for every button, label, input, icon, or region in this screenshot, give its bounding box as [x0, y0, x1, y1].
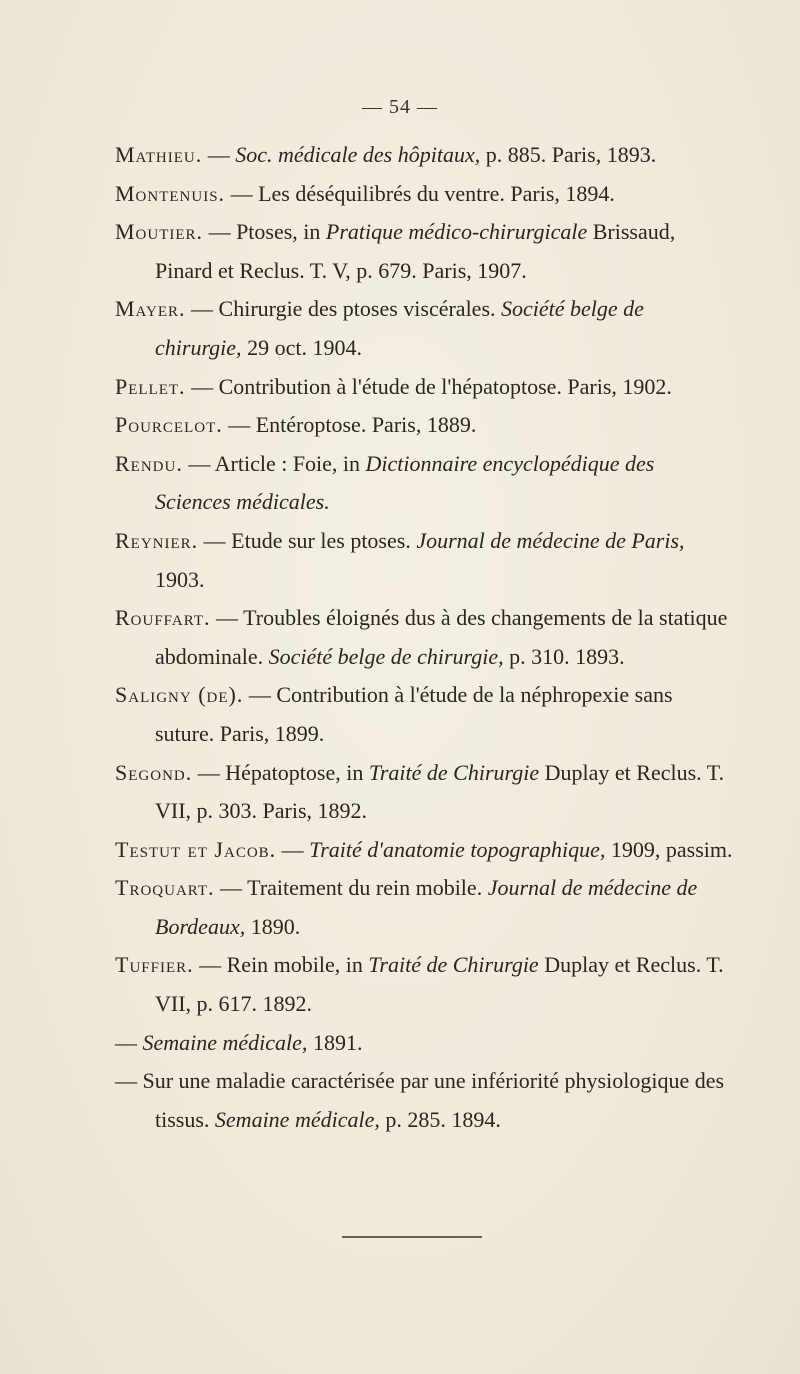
entry-title: Journal de médecine de Paris, [416, 527, 685, 553]
bibliography-entry [115, 676, 735, 753]
entry-text: — Hépatoptose, in [192, 759, 369, 785]
entry-text: 1890. [245, 913, 301, 939]
bottom-rule [342, 1236, 482, 1238]
entry-text: 1903. [155, 566, 205, 592]
bibliography-entry [115, 599, 735, 676]
entry-text: — [202, 142, 236, 167]
bibliography-entry [115, 1024, 735, 1063]
bibliography-entry [115, 213, 735, 290]
bibliography-entry [115, 1062, 735, 1139]
entry-title: Traité de Chirurgie [368, 952, 539, 978]
entry-author: Mathieu. [115, 142, 203, 167]
entry-text: — Troubles éloignés dus à des changements de la statique abdominale. [155, 605, 728, 669]
entry-author: Saligny (de). [115, 682, 244, 708]
entry-text: — Etude sur les ptoses. [198, 527, 417, 553]
entry-text: p. 310. 1893. [503, 643, 625, 669]
entry-title: Pratique médico-chirurgicale [325, 219, 588, 245]
entry-text: p. 885. Paris, 1893. [480, 142, 657, 167]
entry-text: — Rein mobile, in [193, 952, 369, 978]
entry-text: 1891. [307, 1029, 363, 1055]
bibliography-list [115, 136, 735, 1139]
entry-text: — Contribution à l'étude de la néphropexie sans suture. Paris, 1899. [155, 682, 673, 746]
bibliography-entry [115, 869, 735, 946]
entry-title: Traité d'anatomie topographique, [309, 836, 606, 862]
entry-author: Moutier. [115, 219, 204, 245]
entry-text: — Traitement du rein mobile. [214, 875, 488, 901]
entry-text: p. 285. 1894. [379, 1106, 501, 1132]
entry-text: 1909, passim. [605, 836, 733, 862]
entry-title: Traité de Chirurgie [368, 759, 540, 785]
bibliography-entry [115, 754, 735, 831]
entry-title: Semaine médicale, [142, 1029, 308, 1055]
entry-author: Pourcelot. [115, 412, 223, 438]
entry-text: Duplay et Reclus. T. VII, p. 617. 1892. [155, 952, 724, 1017]
bibliography-entry [115, 946, 735, 1023]
entry-author: Testut et Jacob. [115, 836, 277, 862]
entry-text: — Entéroptose. Paris, 1889. [222, 412, 477, 438]
entry-text: — Les déséquilibrés du ventre. Paris, 1894. [225, 180, 615, 206]
entry-author: Troquart. [115, 875, 215, 901]
entry-author: Montenuis. [115, 180, 226, 206]
bibliography-entry [115, 445, 735, 522]
bibliography-entry [115, 368, 735, 407]
bibliography-entry [115, 136, 735, 175]
bibliography-entry [115, 406, 735, 445]
entry-title: Semaine médicale, [214, 1106, 380, 1132]
page-number: — 54 — [362, 96, 438, 118]
entry-text: — Ptoses, in [203, 219, 326, 245]
entry-author: Mayer. [115, 296, 186, 322]
bibliography-entry [115, 175, 735, 214]
bibliography-entry [115, 831, 735, 870]
bibliography-entry [115, 522, 735, 599]
entry-author: Rendu. [115, 450, 183, 476]
entry-author: Reynier. [115, 527, 199, 553]
entry-text: — Chirurgie des ptoses viscérales. [185, 296, 502, 322]
entry-title: Soc. médicale des hôpitaux, [235, 142, 481, 167]
entry-text: — Contribution à l'étude de l'hépatoptose. Paris, 1902. [185, 373, 672, 399]
entry-title: Société belge de chirurgie, [155, 296, 644, 360]
entry-text: — Sur une maladie caractérisée par une infériorité physiologique des tissus. [115, 1068, 725, 1132]
entry-author: Pellet. [115, 373, 186, 399]
entry-text: — [276, 836, 310, 862]
entry-text: Brissaud, Pinard et Reclus. T. V, p. 679. Paris, 1907. [155, 219, 676, 283]
entry-text: 29 oct. 1904. [241, 334, 362, 360]
entry-title: Journal de médecine de Bordeaux, [155, 875, 698, 939]
entry-title: Société belge de chirurgie, [268, 643, 504, 669]
entry-author: Rouffart. [115, 605, 211, 631]
entry-author: Segond. [115, 759, 193, 785]
entry-text: Duplay et Reclus. T. VII, p. 303. Paris, 1892. [155, 759, 725, 824]
entry-text: — [115, 1029, 143, 1055]
entry-author: Tuffier. [115, 952, 194, 978]
bibliography-entry [115, 290, 735, 367]
entry-title: Dictionnaire encyclopédique des Sciences médicales. [155, 450, 655, 515]
entry-text: — Article : Foie, in [182, 450, 366, 476]
